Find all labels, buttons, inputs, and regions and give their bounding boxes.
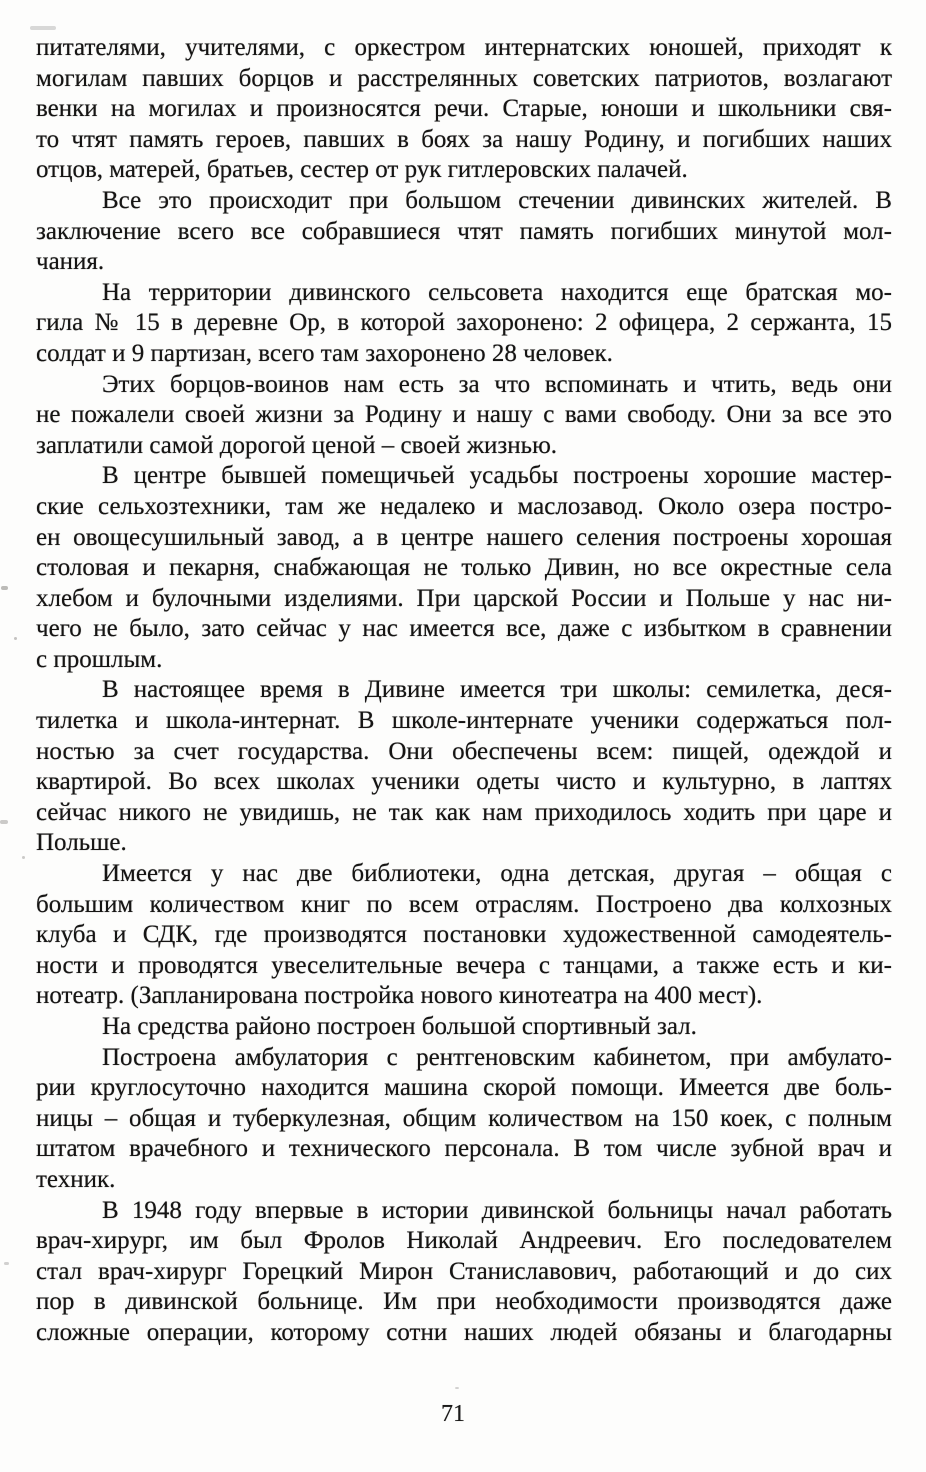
text-line: тилетка и школа-интернат. В школе-интернате ученики содержаться пол- — [36, 707, 892, 735]
text-line: питателями, учителями, с оркестром интернатских юношей, приходят к — [36, 34, 892, 61]
text-line: ен овощесушильный завод, а в центре нашего селения построены хорошая — [36, 523, 892, 551]
text-line: В настоящее время в Дивине имеется три школы: семилетка, деся- — [102, 676, 892, 704]
scan-speck — [455, 1387, 459, 1389]
text-line: Все это происходит при большом стечении дивинских жителей. В — [102, 186, 892, 214]
text-line: ности и проводятся увеселительные вечера с танцами, а также есть и ки- — [36, 951, 892, 979]
text-line: могилам павших борцов и расстрелянных советских патриотов, возлагают — [36, 64, 892, 92]
page-number: 71 — [441, 1401, 465, 1427]
text-line: врач-хирург, им был Фролов Николай Андреевич. Его последователем — [36, 1227, 892, 1255]
text-line: сейчас никого не увидишь, не так как нам приходилось ходить при царе и — [36, 798, 892, 826]
text-line: хлебом и булочными изделиями. При царской России и Польше у нас ни- — [36, 584, 892, 612]
text-line: то чтят память героев, павших в боях за нашу Родину, и погибших наших — [36, 125, 892, 153]
text-line: ностью за счет государства. Они обеспечены всем: пищей, одеждой и — [36, 737, 892, 765]
text-line: чания. — [36, 248, 105, 276]
scan-speck — [22, 856, 25, 859]
scan-speck — [1, 586, 8, 590]
text-line: нотеатр. (Запланирована постройка нового кинотеатра на 400 мест). — [36, 982, 763, 1010]
text-line: На территории дивинского сельсовета находится еще братская мо- — [102, 278, 892, 306]
scan-speck — [30, 26, 56, 30]
text-line: сложные операции, которому сотни наших людей обязаны и благодарны — [36, 1318, 892, 1346]
scan-speck — [4, 1262, 9, 1265]
text-line: большим количеством книг по всем отраслям. Построено два колхозных — [36, 890, 892, 918]
text-line: ские сельхозтехники, там же недалеко и маслозавод. Около озера постро- — [36, 492, 892, 520]
text-line: чего не было, зато сейчас у нас имеется все, даже с избытком в сравнении — [36, 615, 892, 643]
text-line: Имеется у нас две библиотеки, одна детская, другая – общая с — [102, 860, 892, 888]
scan-speck — [0, 820, 8, 824]
text-line: В центре бывшей помещичьей усадьбы построены хорошие мастер- — [102, 462, 892, 490]
text-line: В 1948 году впервые в истории дивинской больницы начал работать — [102, 1196, 892, 1224]
text-line: клуба и СДК, где производятся постановки художественной самодеятель- — [36, 921, 892, 949]
text-line: рии круглосуточно находится машина скорой помощи. Имеется две боль- — [36, 1074, 892, 1102]
text-line: венки на могилах и произносятся речи. Старые, юноши и школьники свя- — [36, 95, 892, 123]
text-line: столовая и пекарня, снабжающая не только Дивин, но все окрестные села — [36, 554, 892, 582]
text-line: стал врач-хирург Горецкий Мирон Станиславович, работающий и до сих — [36, 1257, 892, 1285]
text-line: штатом врачебного и технического персонала. В том числе зубной врач и — [36, 1135, 892, 1163]
scan-speck — [14, 637, 17, 640]
text-line: Польше. — [36, 829, 127, 857]
text-line: отцов, матерей, братьев, сестер от рук гитлеровских палачей. — [36, 156, 688, 184]
text-line: техник. — [36, 1165, 116, 1193]
text-line: не пожалели своей жизни за Родину и нашу с вами свободу. Они за все это — [36, 401, 892, 429]
text-line: квартирой. Во всех школах ученики одеты чисто и культурно, в лаптях — [36, 768, 892, 796]
text-line: заплатили самой дорогой ценой – своей жизнью. — [36, 431, 558, 459]
text-line: Этих борцов-воинов нам есть за что вспоминать и чтить, ведь они — [102, 370, 892, 398]
text-line: заключение всего все собравшиеся чтят память погибших минутой мол- — [36, 217, 892, 245]
text-block — [36, 33, 892, 1349]
text-line: с прошлым. — [36, 645, 163, 673]
text-line: ницы – общая и туберкулезная, общим количеством на 150 коек, с полным — [36, 1104, 892, 1132]
text-line: пор в дивинской больнице. Им при необходимости производятся даже — [36, 1288, 892, 1316]
text-line: Построена амбулатория с рентгеновским кабинетом, при амбулато- — [102, 1043, 892, 1071]
text-line: гила № 15 в деревне Ор, в которой захоронено: 2 офицера, 2 сержанта, 15 — [36, 309, 892, 337]
text-line: На средства районо построен большой спортивный зал. — [102, 1013, 697, 1040]
text-line: солдат и 9 партизан, всего там захоронено 28 человек. — [36, 339, 613, 367]
